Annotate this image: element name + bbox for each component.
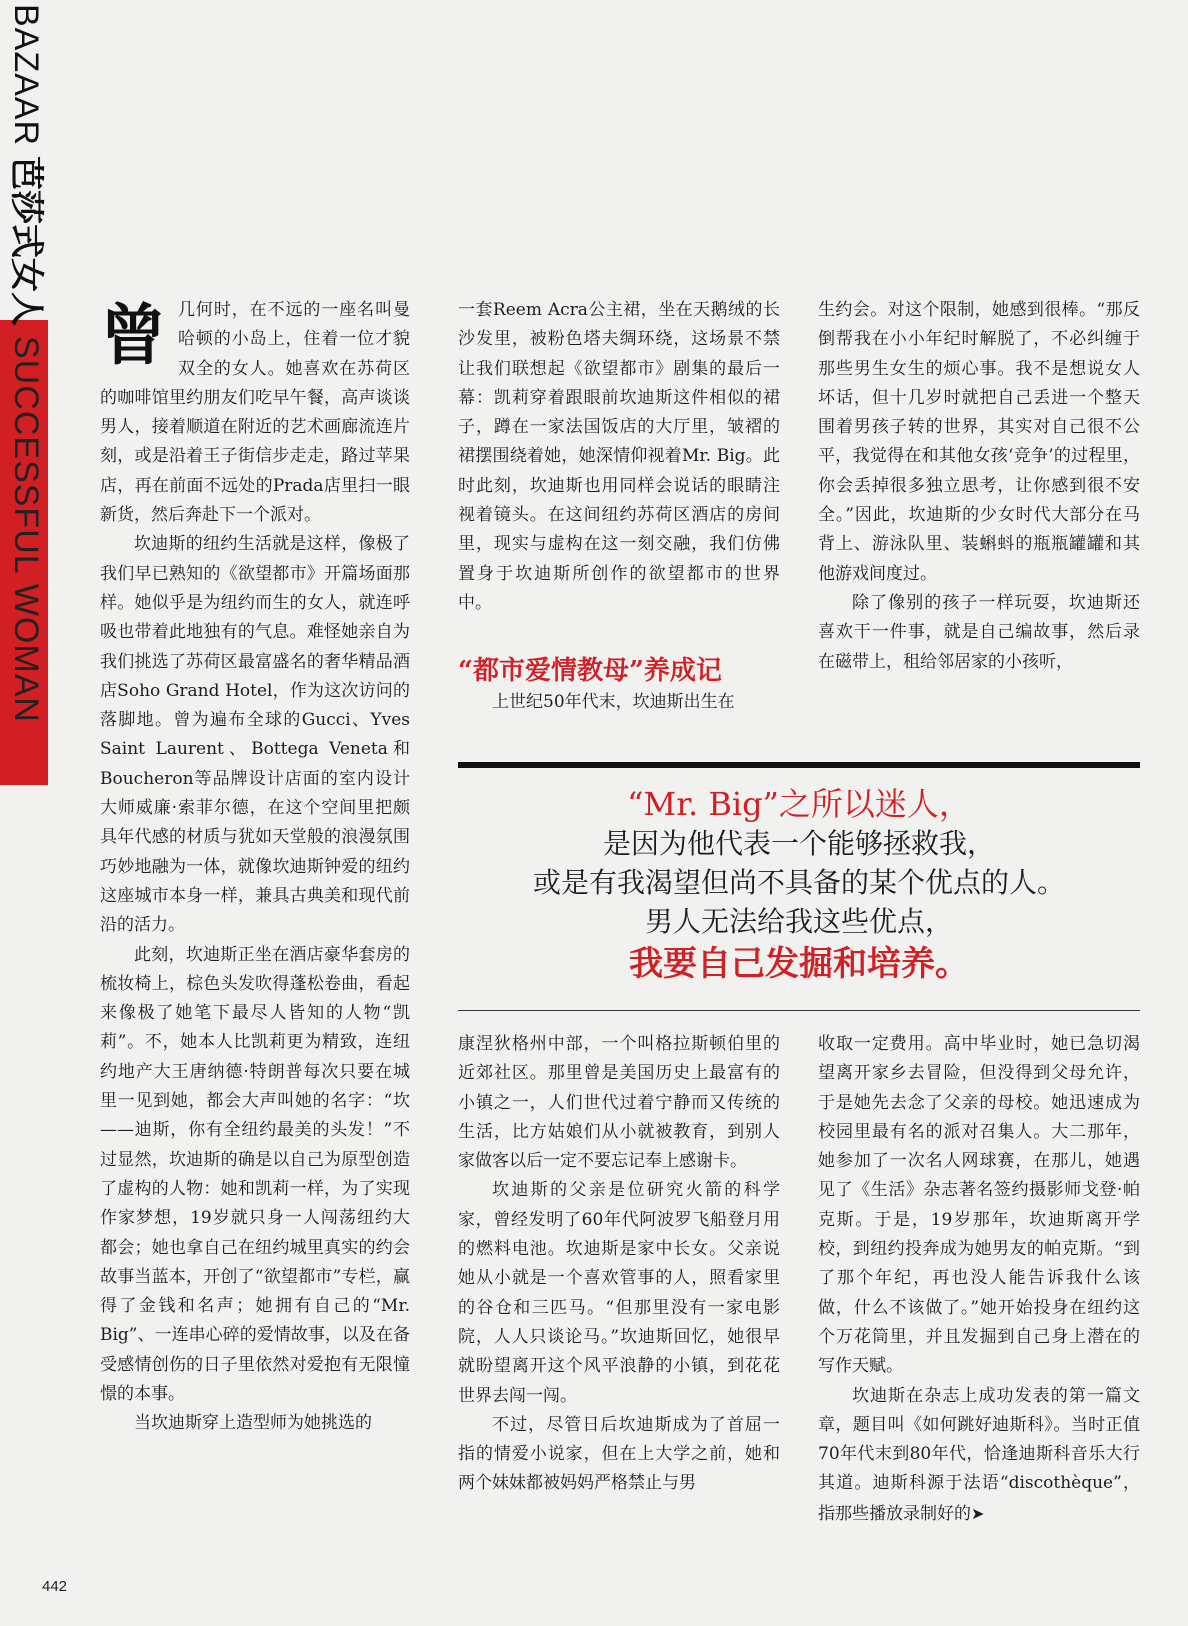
paragraph: 不过，尽管日后坎迪斯成为了首屈一指的情爱小说家，但在上大学之前，她和两个妹妹都被妈妈严格禁止与男 bbox=[458, 1414, 780, 1494]
paragraph: 当坎迪斯穿上造型师为她挑选的 bbox=[134, 1413, 372, 1434]
pull-quote-line: 男人无法给我这些优点， bbox=[644, 905, 953, 938]
paragraph: 坎迪斯的父亲是位研究火箭的科学家，曾经发明了60年代阿波罗飞船登月用的燃料电池。坎迪斯是家中长女。父亲说她从小就是一个喜欢管事的人，照看家里的谷仓和三匹马。“但那里没有一家电影院，人人只谈论马。”坎迪斯回忆，她很早就盼望离开这个风平浪静的小镇，到花花世界去闯一闯。 bbox=[458, 1180, 780, 1406]
continue-arrow-icon: ➤ bbox=[971, 1503, 985, 1523]
pull-quote-line: “Mr. Big”之所以迷人， bbox=[627, 785, 971, 823]
paragraph: 上世纪50年代末，坎迪斯出生在 bbox=[492, 692, 735, 712]
section-subhead: “都市爱情教母”养成记 bbox=[458, 656, 722, 686]
pull-quote bbox=[458, 785, 1140, 987]
pull-quote-line: 或是有我渴望但尚不具备的某个优点的人。 bbox=[532, 866, 1065, 899]
brand-name: BAZAAR bbox=[7, 4, 45, 147]
paragraph: 曾几何时，在不远的一座名叫曼哈顿的小岛上，住着一位才貌双全的女人。她喜欢在苏荷区的咖啡馆里约朋友们吃早午餐，高声谈谈男人，接着顺道在附近的艺术画廊流连片刻，或是沿着王子街信步走走，路过苹果店，再在前面不远处的Prada店里扫一眼新货，然后奔赴下一个派对。 bbox=[100, 296, 410, 526]
drop-cap: 曾 bbox=[100, 296, 166, 374]
section-title-en: SUCCESSFUL WOMAN bbox=[7, 336, 45, 723]
column-2-subhead-text bbox=[458, 688, 780, 717]
column-1 bbox=[100, 296, 410, 1439]
section-title-cn: 芭莎式女人 bbox=[7, 156, 45, 327]
section-label bbox=[4, 4, 48, 723]
page-number: 442 bbox=[42, 1578, 68, 1595]
column-3-bottom bbox=[818, 1030, 1140, 1529]
column-3-top bbox=[818, 296, 1140, 677]
pull-quote-top-rule bbox=[458, 762, 1140, 768]
paragraph: 坎迪斯在杂志上成功发表的第一篇文章，题目叫《如何跳好迪斯科》。当时正值70年代末到80年代，恰逢迪斯科音乐大行其道。迪斯科源于法语“discothèque”，指那些播放录制好的➤ bbox=[818, 1385, 1140, 1524]
column-2-bottom bbox=[458, 1030, 780, 1499]
paragraph: 除了像别的孩子一样玩耍，坎迪斯还喜欢干一件事，就是自己编故事，然后录在磁带上，租给邻居家的小孩听， bbox=[818, 592, 1140, 672]
paragraph: 坎迪斯的纽约生活就是这样，像极了我们早已熟知的《欲望都市》开篇场面那样。她似乎是为纽约而生的女人，就连呼吸也带着此地独有的气息。难怪她亲自为我们挑选了苏荷区最富盛名的奢华精品酒店Soho Grand Hotel，作为这次访问的落脚地。曾为遍布全球的Gucci、Yves Saint Laurent、Bottega Veneta和Boucheron等品牌设计店面的室内设计大师威廉·索菲尔德，在这个空间里把颇具年代感的材质与犹如天堂般的浪漫氛围巧妙地融为一体，就像坎迪斯钟爱的纽约这座城市本身一样，兼具古典美和现代前沿的活力。 bbox=[100, 534, 410, 936]
pull-quote-line: 我要自己发掘和培养。 bbox=[629, 944, 969, 984]
paragraph: 收取一定费用。高中毕业时，她已急切渴望离开家乡去冒险，但没得到父母允许，于是她先去念了父亲的母校。她迅速成为校园里最有名的派对召集人。大二那年，她参加了一次名人网球赛，在那儿，她遇见了《生活》杂志著名签约摄影师戈登·帕克斯。于是，19岁那年，坎迪斯离开学校，到纽约投奔成为她男友的帕克斯。“到了那个年纪，再也没人能告诉我什么该做，什么不该做了。”她开始投身在纽约这个万花筒里，并且发掘到自己身上潜在的写作天赋。 bbox=[818, 1034, 1140, 1377]
column-2-top bbox=[458, 296, 780, 618]
paragraph: 一套Reem Acra公主裙，坐在天鹅绒的长沙发里，被粉色塔夫绸环绕，这场景不禁让我们联想起《欲望都市》剧集的最后一幕：凯莉穿着跟眼前坎迪斯这件相似的裙子，蹲在一家法国饭店的大厅里，皱褶的裙摆围绕着她，她深情仰视着Mr. Big。此时此刻，坎迪斯也用同样会说话的眼睛注视着镜头。在这间纽约苏荷区酒店的房间里，现实与虚构在这一刻交融，我们仿佛置身于坎迪斯所创作的欲望都市的世界中。 bbox=[458, 300, 780, 613]
paragraph: 生约会。对这个限制，她感到很棒。“那反倒帮我在小小年纪时解脱了，不必纠缠于那些男生女生的烦心事。我不是想说女人坏话，但十几岁时就把自己丢进一个整天围着男孩子转的世界，其实对自己很不公平，我觉得在和其他女孩‘竞争’的过程里，你会丢掉很多独立思考，让你感到很不安全。”因此，坎迪斯的少女时代大部分在马背上、游泳队里、装蝌蚪的瓶瓶罐罐和其他游戏间度过。 bbox=[818, 300, 1140, 584]
paragraph: 此刻，坎迪斯正坐在酒店豪华套房的梳妆椅上，棕色头发吹得蓬松卷曲，看起来像极了她笔下最尽人皆知的人物“凯莉”。不，她本人比凯莉更为精致，连纽约地产大王唐纳德·特朗普每次只要在城里一见到她，都会大声叫她的名字：“坎——迪斯，你有全纽约最美的头发！”不过显然，坎迪斯的确是以自己为原型创造了虚构的人物：她和凯莉一样，为了实现作家梦想，19岁就只身一人闯荡纽约大都会；她也拿自己在纽约城里真实的约会故事当蓝本，开创了“欲望都市”专栏，赢得了金钱和名声；她拥有自己的“Mr. Big”、一连串心碎的爱情故事，以及在备受感情创伤的日子里依然对爱抱有无限憧憬的本事。 bbox=[100, 944, 410, 1404]
pull-quote-line: 是因为他代表一个能够拯救我， bbox=[602, 827, 995, 860]
magazine-spine bbox=[0, 0, 60, 790]
pull-quote-bottom-rule bbox=[458, 1010, 1140, 1011]
paragraph: 康涅狄格州中部，一个叫格拉斯顿伯里的近郊社区。那里曾是美国历史上最富有的小镇之一，人们世代过着宁静而又传统的生活，比方姑娘们从小就被教育，到别人家做客以后一定不要忘记奉上感谢卡。 bbox=[458, 1034, 780, 1172]
